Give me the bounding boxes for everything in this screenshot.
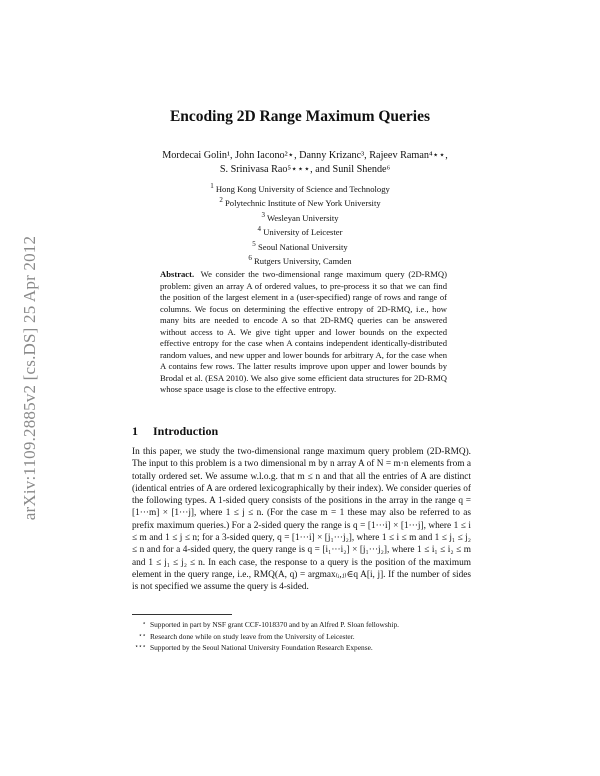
paper-title: Encoding 2D Range Maximum Queries (169, 108, 431, 125)
section-number: 1 (132, 424, 138, 438)
abstract-label: Abstract. (160, 269, 195, 279)
affiliation: $^3$ Wesleyan University (261, 210, 339, 223)
affiliation-list (0, 181, 600, 268)
footnote: ⋆ Supported in part by NSF grant CCF-1018370 and by an Alfred P. Sloan fellowship. (142, 620, 400, 629)
arxiv-identifier-stamp: arXiv:1109.2885v2 [cs.DS] 25 Apr 2012 (20, 235, 39, 521)
abstract-text: We consider the two-dimensional range maximum query (2D-RMQ) problem: given an array A of ordered values, to pre-process it so that we can find the position of the largest element in a (user-specified) range of rows and range of columns. We focus on determining the effective entropy of 2D-RMQ, i.e., how many bits are needed to encode A so that 2D-RMQ queries can be answered without access to A. We give tight upper and lower bounds on the expected effective entropy for the case when A contains independent identically-distributed random values, and new upper and lower bounds for arbitrary A, for the case when A contains few rows. The latter results improve upon upper and lower bounds by Brodal et al. (ESA 2010). We also give some efficient data structures for 2D-RMQ whose space usage is close to the effective entropy. (160, 269, 447, 394)
footnote-list (132, 619, 471, 654)
author-line-1: Mordecai Golin¹, John Iacono²⋆, Danny Krizanc³, Rajeev Raman⁴⋆⋆, (162, 150, 448, 161)
footnote-divider (132, 614, 232, 615)
affiliation: $^1$ Hong Kong University of Science and Technology (210, 182, 390, 194)
affiliation: $^5$ Seoul National University (252, 239, 348, 252)
section-title: Introduction (153, 424, 219, 438)
footnote: ⋆⋆ Research done while on study leave from the University of Leicester. (138, 631, 355, 641)
abstract (160, 269, 447, 396)
affiliation: $^6$ Rutgers University, Camden (248, 254, 352, 267)
author-line-2: S. Srinivasa Rao⁵⋆⋆⋆, and Sunil Shende⁶ (219, 164, 391, 175)
footnote: ⋆⋆⋆ Supported by the Seoul National University Foundation Research Expense. (134, 643, 373, 652)
section-heading (132, 424, 218, 439)
affiliation: $^4$ University of Leicester (257, 225, 343, 238)
introduction-paragraph: In this paper, we study the two-dimensional range maximum query problem (2D-RMQ). The input to this problem is a two dimensional m by n array A of N = m·n elements from a totally ordered set. We assume w.l.o.g. that m ≤ n and that all the entries of A are distinct (identical entries of A are ordered lexicographically by their index). We consider queries of the following types. A 1-sided query consists of the positions in the array in the range q = [1···m] × [1···j], where 1 ≤ j ≤ n. (For the case m = 1 these may also be referred to as prefix maximum queries.) For a 2-sided query the range is q = [1···i] × [1···j], where 1 ≤ i ≤ m and 1 ≤ j ≤ n; for a 3-sided query, q = [1···i] × [j₁···j₂], where 1 ≤ i ≤ m and 1 ≤ j₁ ≤ j₂ ≤ n and for a 4-sided query, the query range is q = [i₁···i₂] × [j₁···j₂], where 1 ≤ i₁ ≤ i₂ ≤ m and 1 ≤ j₁ ≤ j₂ ≤ n. In each case, the response to a query is the position of the maximum element in the query range, i.e., RMQ(A, q) = argmax₍ᵢ,ⱼ₎∈q A[i, j]. If the number of sides is not specified we assume the query is 4-sided. (132, 447, 471, 593)
affiliation: $^2$ Polytechnic Institute of New York University (219, 196, 381, 209)
author-list (140, 149, 470, 177)
